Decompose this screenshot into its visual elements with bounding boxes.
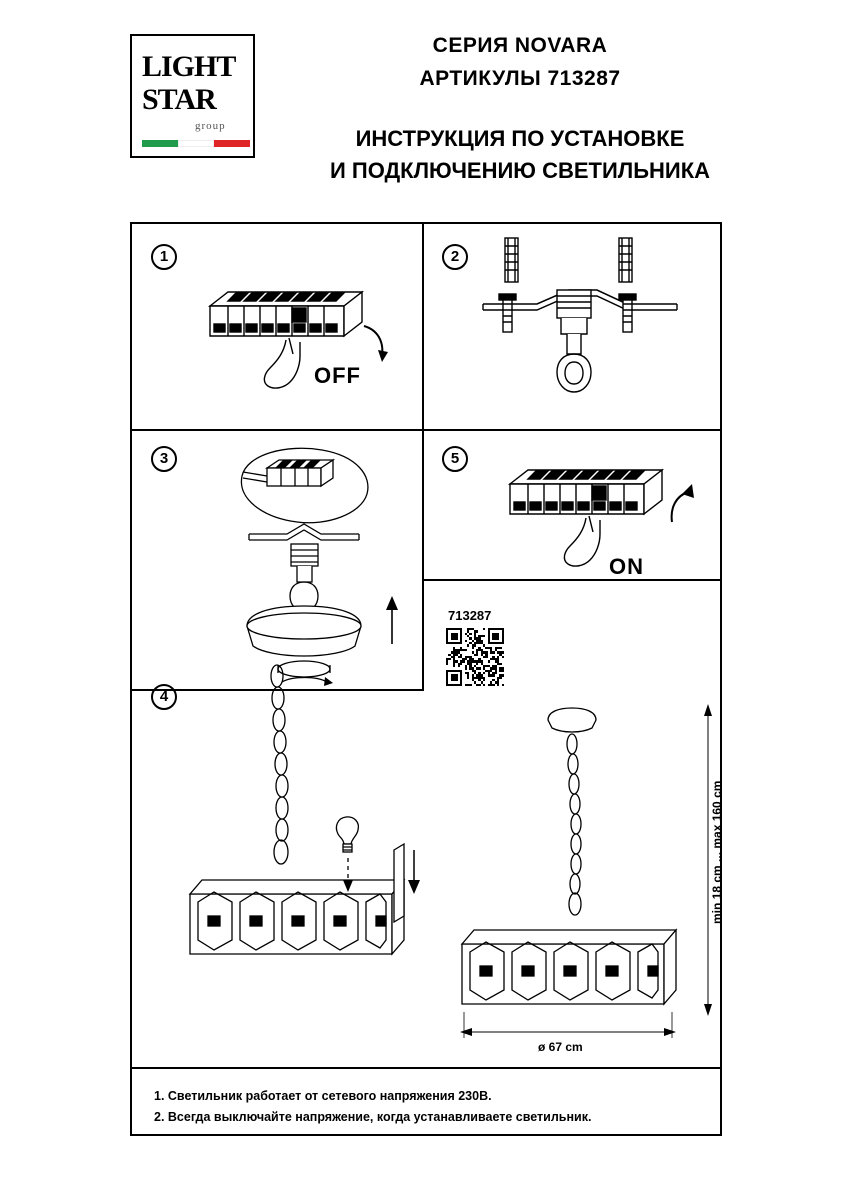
step3-illustration: [187, 436, 422, 686]
divider-v1: [422, 224, 424, 691]
step-number-2: 2: [442, 244, 468, 270]
notes-block: [154, 1086, 694, 1128]
divider-h1: [132, 429, 720, 431]
note-2: 2. Всегда выключайте напряжение, когда устанавливаете светильник.: [154, 1110, 592, 1124]
logo-star-text: STAR: [142, 83, 216, 116]
brand-logo: [130, 34, 255, 158]
step2-illustration: [477, 234, 707, 429]
product-code-label: 713287: [448, 608, 492, 623]
logo-group-text: group: [195, 120, 226, 132]
qr-code: [446, 628, 504, 686]
step1-caption: OFF: [314, 363, 361, 388]
step-number-5: 5: [442, 446, 468, 472]
italy-flag-icon: [142, 140, 250, 147]
document-title-line2: И ПОДКЛЮЧЕНИЮ СВЕТИЛЬНИКА: [329, 158, 711, 183]
step-number-4: 4: [151, 684, 177, 710]
document-title-line1: ИНСТРУКЦИЯ ПО УСТАНОВКЕ: [355, 126, 685, 151]
step1-illustration: [192, 264, 412, 424]
steps-frame: [130, 222, 722, 1136]
divider-h4: [132, 1067, 720, 1069]
document-header: [130, 34, 722, 192]
product-dimension-illustration: [424, 694, 720, 1064]
article-number: АРТИКУЛЫ 713287: [419, 67, 621, 90]
note-1: 1. Светильник работает от сетевого напряжения 230В.: [154, 1089, 492, 1103]
divider-h3: [422, 579, 720, 581]
diameter-dimension-label: ø 67 cm: [538, 1040, 583, 1054]
logo-light-text: LIGHT: [142, 50, 236, 83]
step5-caption: ON: [609, 554, 644, 579]
step4-illustration: [152, 654, 422, 1054]
height-dimension-label: min 18 cm ... max 160 cm: [710, 780, 724, 924]
step-number-1: 1: [151, 244, 177, 270]
step5-illustration: [492, 452, 707, 572]
series-title: СЕРИЯ NOVARA: [432, 34, 608, 57]
step-number-3: 3: [151, 446, 177, 472]
